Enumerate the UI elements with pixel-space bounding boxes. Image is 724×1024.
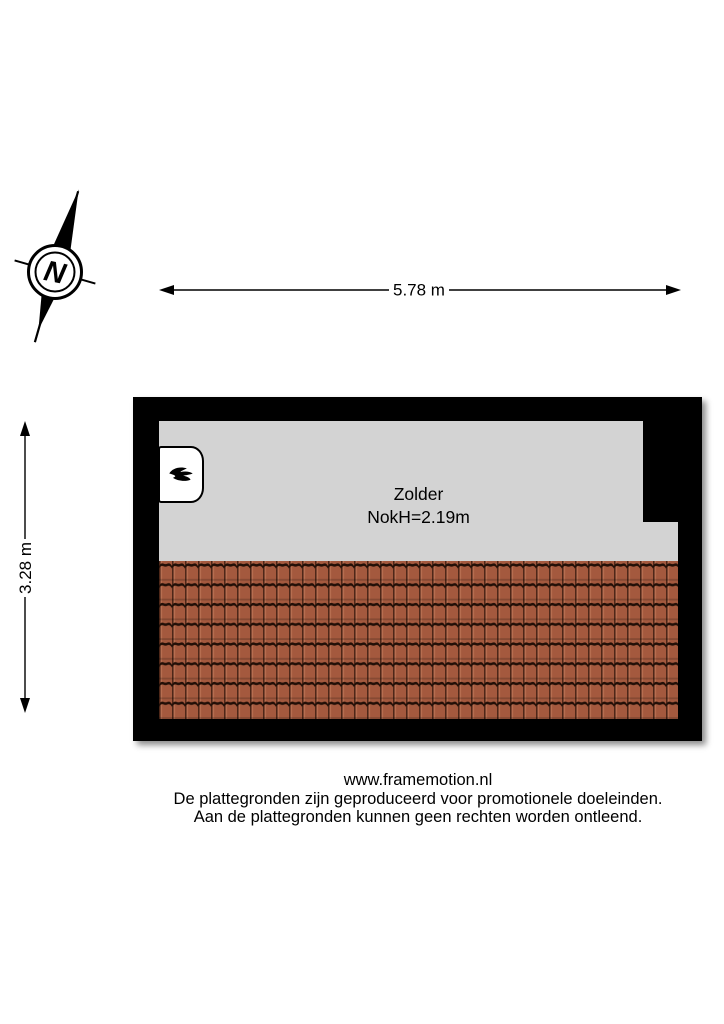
room-name: Zolder — [393, 484, 444, 504]
width-dimension — [155, 279, 685, 301]
footer — [108, 771, 724, 827]
height-dimension — [14, 417, 38, 717]
arrow-right-icon — [666, 285, 681, 295]
width-dimension-label: 5.78 m — [393, 280, 445, 300]
room-ridge-height: NokH=2.19m — [367, 507, 470, 527]
compass-north-letter: N — [41, 255, 69, 291]
compass-rose-icon — [6, 184, 102, 350]
arrow-up-icon — [20, 421, 30, 436]
arrow-down-icon — [20, 698, 30, 713]
height-dimension-label: 3.28 m — [16, 542, 35, 594]
roof-tile-area — [159, 561, 678, 719]
room-label — [159, 483, 678, 529]
footer-disclaimer-line2: Aan de plattegronden kunnen geen rechten worden ontleend. — [193, 808, 643, 827]
floorplan-outline — [133, 397, 702, 741]
arrow-left-icon — [159, 285, 174, 295]
footer-disclaimer-line1: De plattegronden zijn geproduceerd voor promotionele doeleinden. — [173, 789, 663, 808]
footer-website: www.framemotion.nl — [343, 771, 493, 789]
